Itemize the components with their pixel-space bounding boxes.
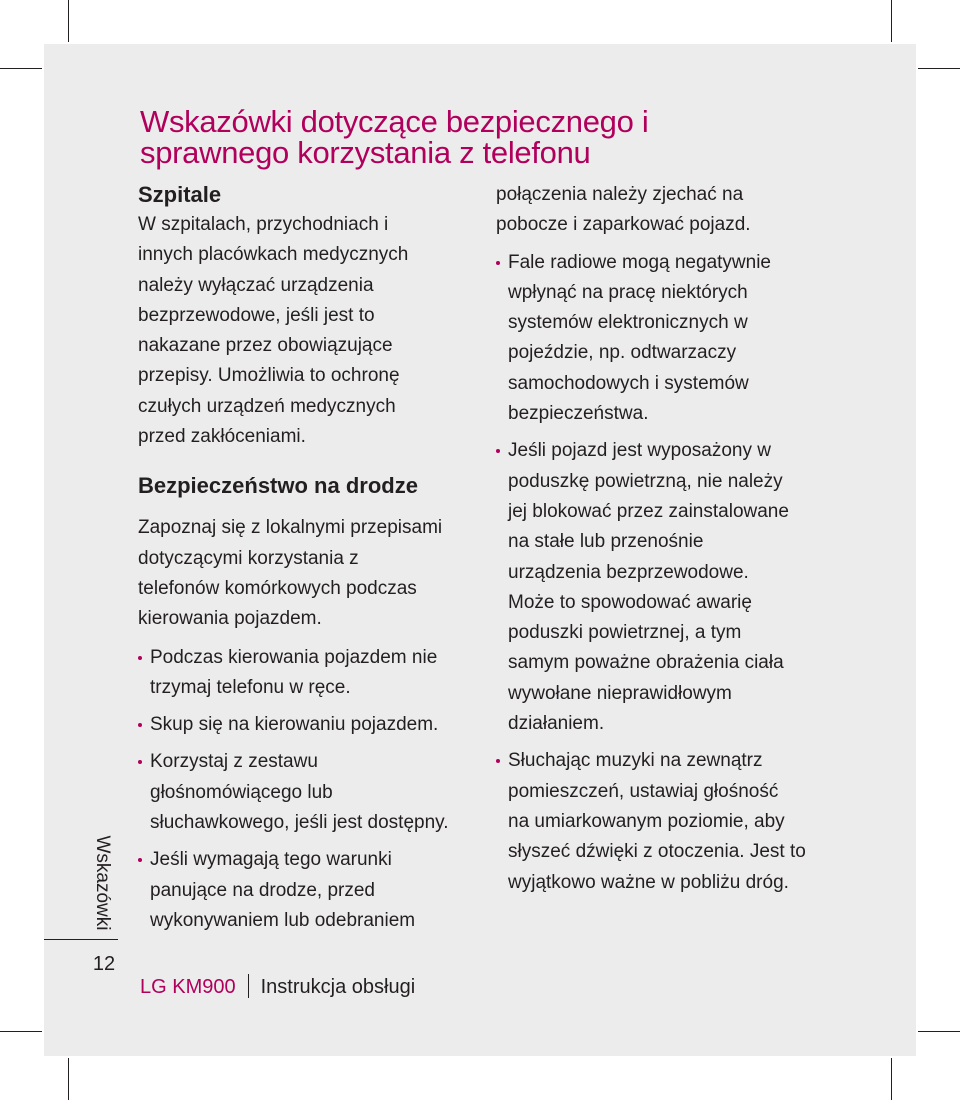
bullet-item (496, 248, 826, 430)
hospitals-text-line: przed zakłóceniami. (138, 426, 306, 448)
page-title-line-1: Wskazówki dotyczące bezpiecznego i (140, 104, 649, 139)
bullet-text-line: Słuchając muzyki na zewnątrz (508, 750, 763, 772)
bullet-item (138, 747, 498, 838)
page-number: 12 (92, 953, 116, 975)
bullet-text-line: urządzenia bezprzewodowe. (508, 561, 749, 583)
road-intro-text-line: dotyczącymi korzystania z (138, 547, 359, 569)
bullet-text-line: Skup się na kierowaniu pojazdem. (150, 714, 439, 736)
bullet-text-line: Korzystaj z zestawu (150, 751, 318, 773)
page-title-line-2: sprawnego korzystania z telefonu (140, 135, 591, 170)
continuation-text-line: połączenia należy zjechać na (496, 184, 744, 205)
hospitals-text-line: przepisy. Umożliwia to ochronę (138, 365, 400, 387)
crop-mark-bottom-left (68, 1058, 69, 1100)
bullet-dot-icon (138, 723, 142, 727)
bullet-text-line: Jeśli pojazd jest wyposażony w (508, 440, 771, 462)
bullet-dot-icon (138, 858, 142, 862)
hospitals-text-line: czułych urządzeń medycznych (138, 395, 396, 417)
bullet-text-line: wyjątkowo ważne w pobliżu dróg. (508, 871, 789, 893)
bullet-text-line: działaniem. (508, 713, 605, 735)
crop-mark-right-top (918, 68, 960, 69)
bullet-dot-icon (138, 760, 142, 764)
side-section-label-text: Wskazówki (92, 835, 113, 931)
footer (140, 974, 415, 1000)
bullet-item (496, 436, 826, 739)
bullet-text-line: na umiarkowanym poziomie, aby (508, 810, 785, 832)
bullet-text-line: Może to spowodować awarię (508, 591, 752, 613)
bullet-text-line: samochodowych i systemów (508, 372, 749, 394)
continuation-text-line: pobocze i zaparkować pojazd. (496, 214, 751, 236)
road-intro-text-line: telefonów komórkowych podczas (138, 577, 417, 599)
bullet-dot-icon (496, 261, 500, 265)
bullet-text-line: panujące na drodze, przed (150, 879, 375, 901)
bullet-dot-icon (138, 656, 142, 660)
side-section-label (82, 818, 122, 948)
bullet-text-line: Fale radiowe mogą negatywnie (508, 251, 771, 273)
bullet-text-line: słyszeć dźwięki z otoczenia. Jest to (508, 841, 806, 863)
bullet-text-line: jej blokować przez zainstalowane (508, 500, 789, 522)
crop-mark-bottom-right (891, 1058, 892, 1100)
crop-mark-left-top (0, 68, 42, 69)
bullet-text-line: poduszkę powietrzną, nie należy (508, 470, 783, 492)
crop-mark-right-bottom (918, 1031, 960, 1032)
bullet-text-line: systemów elektronicznych w (508, 312, 748, 334)
road-safety-heading: Bezpieczeństwo na drodze (138, 473, 418, 499)
footer-model: LG KM900 (140, 976, 236, 998)
bullet-text-line: słuchawkowego, jeśli jest dostępny. (150, 812, 449, 834)
hospitals-text-line: innych placówkach medycznych (138, 244, 409, 266)
bullet-text-line: poduszki powietrznej, a tym (508, 622, 742, 644)
footer-separator (248, 974, 249, 998)
bullet-item (138, 845, 498, 936)
bullet-text-line: Podczas kierowania pojazdem nie (150, 646, 438, 668)
bullet-text-line: wywołane nieprawidłowym (508, 682, 732, 704)
footer-manual-title: Instrukcja obsługi (260, 976, 416, 998)
bullet-dot-icon (496, 759, 500, 763)
bullet-text-line: Jeśli wymagają tego warunki (150, 849, 392, 871)
hospitals-text-line: bezprzewodowe, jeśli jest to (138, 304, 375, 326)
bullet-text-line: na stałe lub przenośnie (508, 531, 704, 553)
crop-mark-top-left (68, 0, 69, 42)
road-intro-text-line: Zapoznaj się z lokalnymi przepisami (138, 517, 443, 539)
bullet-text-line: wykonywaniem lub odebraniem (150, 909, 416, 931)
road-safety-intro (138, 513, 498, 634)
bullet-text-line: bezpieczeństwa. (508, 403, 649, 425)
bullet-item (138, 710, 498, 740)
page-title (140, 106, 860, 168)
bullet-dot-icon (496, 449, 500, 453)
hospitals-heading: Szpitale (138, 182, 222, 207)
hospitals-text-line: nakazane przez obowiązujące (138, 335, 393, 357)
bullet-item (138, 643, 498, 704)
bullet-text-line: pojeździe, np. odtwarzaczy (508, 342, 737, 364)
right-column (496, 180, 826, 905)
road-safety-bullet-list (138, 643, 498, 937)
bullet-text-line: głośnomówiącego lub (150, 781, 333, 803)
bullet-text-line: trzymaj telefonu w ręce. (150, 676, 351, 698)
road-intro-text-line: kierowania pojazdem. (138, 608, 322, 630)
bullet-text-line: samym poważne obrażenia ciała (508, 652, 784, 674)
left-column (138, 180, 498, 943)
bullet-item (496, 746, 826, 897)
hospitals-text-line: należy wyłączać urządzenia (138, 274, 374, 296)
hospitals-paragraph (138, 210, 498, 452)
road-safety-bullet-list-continued (496, 248, 826, 898)
hospitals-text-line: W szpitalach, przychodniach i (138, 214, 389, 235)
crop-mark-top-right (891, 0, 892, 42)
crop-mark-left-bottom (0, 1031, 42, 1032)
side-divider (44, 939, 118, 940)
bullet-text-line: wpłynąć na pracę niektórych (508, 281, 748, 303)
manual-page (44, 44, 916, 1056)
bullet-continuation (496, 180, 826, 241)
bullet-text-line: pomieszczeń, ustawiaj głośność (508, 780, 779, 802)
